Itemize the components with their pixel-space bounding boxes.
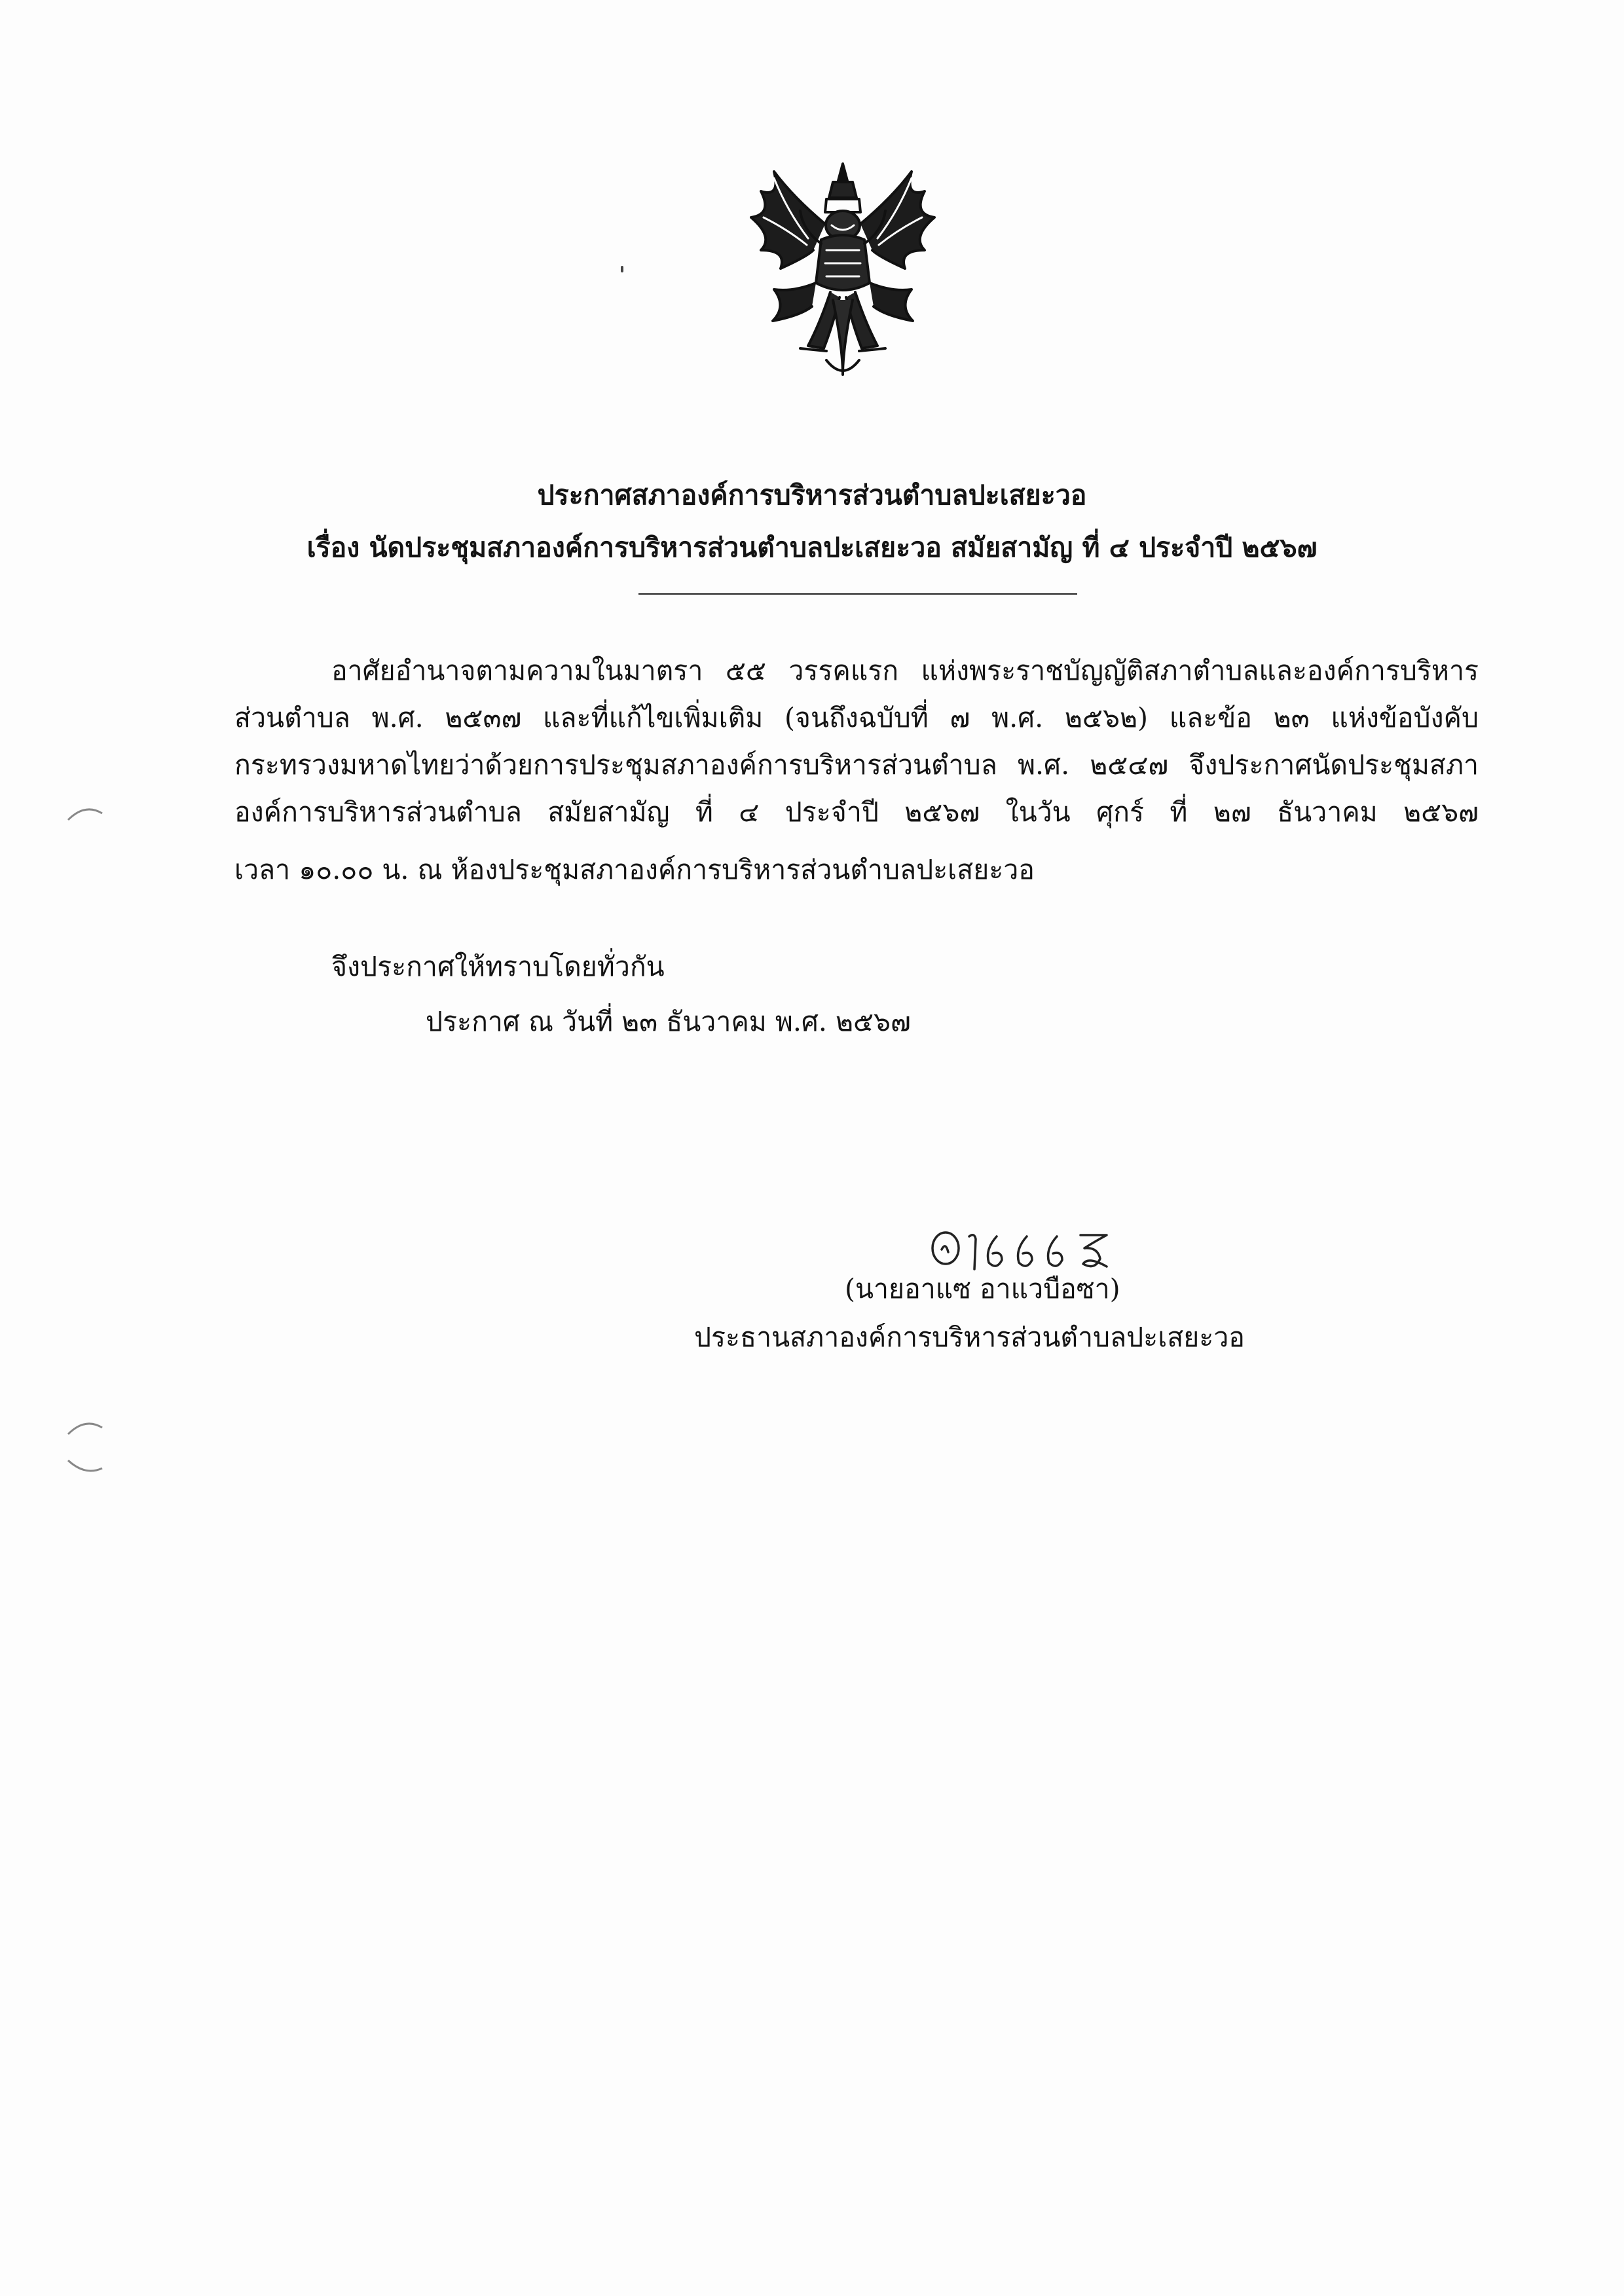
announcement-subject: เรื่อง นัดประชุมสภาองค์การบริหารส่วนตำบลปะเสยะวอ สมัยสามัญ ที่ ๔ ประจำปี ๒๕๖๗ — [306, 532, 1318, 563]
garuda-emblem-icon — [735, 152, 951, 388]
closing-statement: จึงประกาศให้ทราบโดยทั่วกัน — [331, 951, 665, 982]
scan-speck — [621, 266, 623, 272]
body-line-3: กระทรวงมหาดไทยว่าด้วยการประชุมสภาองค์การบริหารส่วนตำบล พ.ศ. ๒๕๔๗ จึงประกาศนัดประชุมสภา — [234, 749, 1479, 781]
punch-hole-mark — [65, 1415, 105, 1441]
signer-position: ประธานสภาองค์การบริหารส่วนตำบลปะเสยะวอ — [694, 1322, 1245, 1353]
body-line-4: องค์การบริหารส่วนตำบล สมัยสามัญ ที่ ๔ ประจำปี ๒๕๖๗ ในวัน ศุกร์ ที่ ๒๗ ธันวาคม ๒๕๖๗ — [234, 796, 1479, 828]
punch-hole-mark — [65, 800, 105, 826]
title-divider — [638, 593, 1077, 595]
body-line-5: เวลา ๑๐.๐๐ น. ณ ห้องประชุมสภาองค์การบริหารส่วนตำบลปะเสยะวอ — [234, 854, 1035, 885]
body-line-1: อาศัยอำนาจตามความในมาตรา ๕๕ วรรคแรก แห่งพระราชบัญญัติสภาตำบลและองค์การบริหาร — [331, 655, 1479, 686]
body-line-2: ส่วนตำบล พ.ศ. ๒๕๓๗ และที่แก้ไขเพิ่มเติม (จนถึงฉบับที่ ๗ พ.ศ. ๒๕๖๒) และข้อ ๒๓ แห่งข้อบังคับ — [234, 702, 1479, 733]
issued-date: ประกาศ ณ วันที่ ๒๓ ธันวาคม พ.ศ. ๒๕๖๗ — [426, 1006, 911, 1037]
punch-hole-mark — [65, 1453, 105, 1479]
announcement-title: ประกาศสภาองค์การบริหารส่วนตำบลปะเสยะวอ — [537, 479, 1087, 511]
signer-name: (นายอาแซ อาแวบือซา) — [845, 1273, 1120, 1305]
